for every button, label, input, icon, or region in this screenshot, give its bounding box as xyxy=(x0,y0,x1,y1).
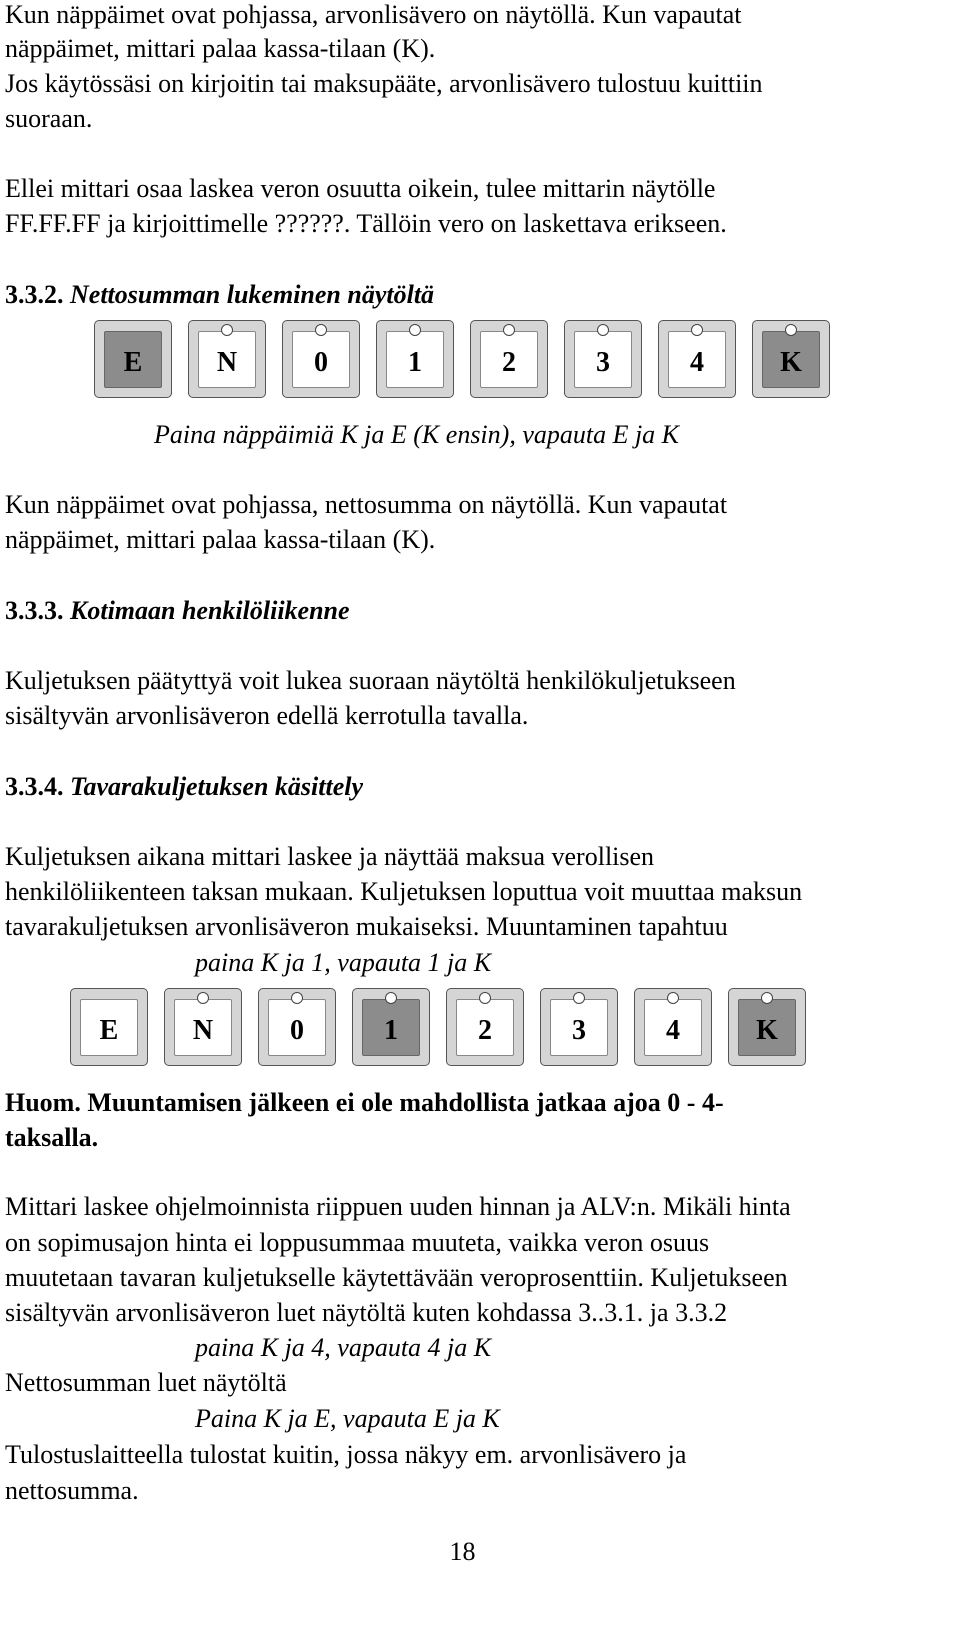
key-3 xyxy=(540,988,618,1066)
paragraph-line: sisältyvän arvonlisäveron edellä kerrotulla tavalla. xyxy=(5,701,529,730)
key-0 xyxy=(258,988,336,1066)
indicator-light-icon xyxy=(291,992,303,1004)
key-label: N xyxy=(192,1015,214,1046)
key-label: 0 xyxy=(314,347,328,378)
indicator-light-icon xyxy=(503,324,515,336)
heading-number: 3.3.4. xyxy=(5,772,64,801)
key-label: 4 xyxy=(690,347,704,378)
keypad-illustration xyxy=(94,320,834,400)
indicator-light-icon xyxy=(315,324,327,336)
indicator-light-icon xyxy=(761,992,773,1004)
paragraph-line: Kuljetuksen aikana mittari laskee ja näyttää maksua verollisen xyxy=(5,842,655,871)
indicator-light-icon xyxy=(597,324,609,336)
note-line: Huom. Muuntamisen jälkeen ei ole mahdollista jatkaa ajoa 0 - 4- xyxy=(5,1088,724,1117)
key-1 xyxy=(352,988,430,1066)
paragraph-line: Nettosumman luet näytöltä xyxy=(5,1368,287,1397)
paragraph-line: Kun näppäimet ovat pohjassa, nettosumma on näytöllä. Kun vapautat xyxy=(5,490,728,519)
indicator-light-icon xyxy=(479,992,491,1004)
keypad-caption: Paina näppäimiä K ja E (K ensin), vapauta E ja K xyxy=(154,420,680,449)
key-label: 1 xyxy=(408,347,422,378)
note-line: taksalla. xyxy=(5,1123,99,1152)
paragraph-line: on sopimusajon hinta ei loppusummaa muuteta, vaikka veron osuus xyxy=(5,1228,710,1257)
paragraph-line: näppäimet, mittari palaa kassa-tilaan (K). xyxy=(5,525,436,554)
key-label: 2 xyxy=(502,347,516,378)
section-heading-3-3-3 xyxy=(5,596,350,626)
key-label: K xyxy=(780,347,802,378)
section-heading-3-3-4 xyxy=(5,772,363,802)
indicator-light-icon xyxy=(691,324,703,336)
key-k xyxy=(728,988,806,1066)
heading-title: Tavarakuljetuksen käsittely xyxy=(70,772,363,801)
key-n xyxy=(188,320,266,398)
paragraph-line: suoraan. xyxy=(5,104,93,133)
key-3 xyxy=(564,320,642,398)
key-2 xyxy=(470,320,548,398)
paragraph-line: henkilöliikenteen taksan mukaan. Kuljetuksen loputtua voit muuttaa maksun xyxy=(5,877,803,906)
key-0 xyxy=(282,320,360,398)
heading-number: 3.3.3. xyxy=(5,596,64,625)
key-label: E xyxy=(99,1015,119,1046)
text: Kun näppäimet ovat pohjassa, arvonlisävero on näytöllä. Kun vapautat xyxy=(5,0,742,29)
paragraph-line: muutetaan tavaran kuljetukselle käytettävään veroprosenttiin. Kuljetukseen xyxy=(5,1263,788,1292)
paragraph-line: Ellei mittari osaa laskea veron osuutta oikein, tulee mittarin näytölle xyxy=(5,174,716,203)
key-label: 3 xyxy=(596,347,610,378)
heading-number: 3.3.2. xyxy=(5,280,64,309)
key-label: 2 xyxy=(478,1015,492,1046)
key-e xyxy=(94,320,172,398)
heading-title: Kotimaan henkilöliikenne xyxy=(70,596,350,625)
indicator-light-icon xyxy=(385,992,397,1004)
paragraph-line: Kuljetuksen päätyttyä voit lukea suoraan näytöltä henkilökuljetukseen xyxy=(5,666,736,695)
key-label: N xyxy=(216,347,238,378)
keypad-illustration xyxy=(70,988,810,1068)
paragraph-line: nettosumma. xyxy=(5,1476,139,1505)
paragraph-line: sisältyvän arvonlisäveron luet näytöltä kuten kohdassa 3..3.1. ja 3.3.2 xyxy=(5,1298,728,1327)
indicator-light-icon xyxy=(409,324,421,336)
key-4 xyxy=(658,320,736,398)
indicator-light-icon xyxy=(667,992,679,1004)
keypad-caption: paina K ja 1, vapauta 1 ja K xyxy=(195,948,492,977)
key-e xyxy=(70,988,148,1066)
paragraph-line: Tulostuslaitteella tulostat kuitin, jossa näkyy em. arvonlisävero ja xyxy=(5,1440,687,1469)
indicator-light-icon xyxy=(785,324,797,336)
indicator-light-icon xyxy=(197,992,209,1004)
paragraph-line: tavarakuljetuksen arvonlisäveron mukaiseksi. Muuntaminen tapahtuu xyxy=(5,912,728,941)
paragraph-line: Jos käytössäsi on kirjoitin tai maksupääte, arvonlisävero tulostuu kuittiin xyxy=(5,69,763,98)
key-1 xyxy=(376,320,454,398)
key-label: 4 xyxy=(666,1015,680,1046)
key-label: K xyxy=(756,1015,778,1046)
paragraph-line xyxy=(5,0,925,30)
paragraph-line: Mittari laskee ohjelmoinnista riippuen uuden hinnan ja ALV:n. Mikäli hinta xyxy=(5,1192,791,1221)
key-k xyxy=(752,320,830,398)
key-label: 1 xyxy=(384,1015,398,1046)
key-label: 3 xyxy=(572,1015,586,1046)
key-label: E xyxy=(123,347,143,378)
heading-title: Nettosumman lukeminen näytöltä xyxy=(70,280,435,309)
key-label: 0 xyxy=(290,1015,304,1046)
key-4 xyxy=(634,988,712,1066)
page-number: 18 xyxy=(449,1537,476,1566)
indicator-light-icon xyxy=(221,324,233,336)
paragraph-line: FF.FF.FF ja kirjoittimelle ??????. Tällöin vero on laskettava erikseen. xyxy=(5,209,727,238)
instruction-caption: Paina K ja E, vapauta E ja K xyxy=(195,1404,500,1433)
instruction-caption: paina K ja 4, vapauta 4 ja K xyxy=(195,1333,492,1362)
section-heading-3-3-2 xyxy=(5,280,434,310)
indicator-light-icon xyxy=(573,992,585,1004)
paragraph-line: näppäimet, mittari palaa kassa-tilaan (K). xyxy=(5,34,436,63)
key-2 xyxy=(446,988,524,1066)
key-n xyxy=(164,988,242,1066)
